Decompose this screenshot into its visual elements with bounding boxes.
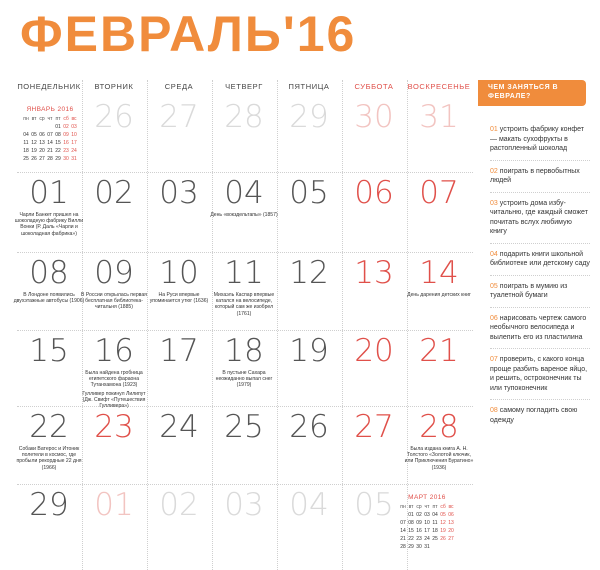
- idea-divider: [490, 243, 590, 244]
- idea-number: 08: [490, 407, 498, 414]
- day-event: [13, 446, 85, 473]
- day-number: 19: [289, 333, 329, 369]
- mini-day: 16: [416, 528, 422, 534]
- day-number: 27: [354, 409, 394, 445]
- idea-number: 04: [490, 250, 498, 258]
- idea-item: [490, 250, 590, 269]
- mini-day: 27: [39, 156, 45, 162]
- idea-number: 01: [490, 126, 498, 133]
- mini-day: [38, 123, 46, 131]
- mini-day: 16: [63, 140, 69, 146]
- mini-calendar-title: МАРТ 2016: [408, 494, 446, 501]
- weekday-1: ПОНЕДЕЛЬНИК: [17, 82, 81, 91]
- day-event: [13, 292, 85, 306]
- mini-day: 19: [440, 528, 446, 534]
- day-number: 12: [289, 255, 329, 291]
- day-number: 23: [94, 409, 134, 445]
- day-number: 17: [159, 333, 199, 369]
- mini-day: 06: [448, 512, 454, 518]
- mini-day: 13: [39, 140, 45, 146]
- day-number: 29: [29, 487, 69, 523]
- mini-weekday: вт: [408, 504, 414, 510]
- idea-divider: [490, 160, 590, 161]
- idea-item: [490, 355, 590, 393]
- idea-divider: [490, 275, 590, 276]
- grid-divider: [17, 484, 473, 485]
- mini-calendar-january: [18, 106, 82, 163]
- day-number: 30: [354, 99, 394, 135]
- mini-day: 20: [39, 148, 45, 154]
- event-text: Михаэль Каспар впервые катался на велосипеде, который сам же изобрел (1761): [213, 292, 275, 317]
- day-event: [78, 370, 150, 411]
- mini-day: 25: [432, 536, 438, 542]
- mini-day: 10: [71, 132, 77, 138]
- day-number: 28: [224, 99, 264, 135]
- mini-day: 18: [23, 148, 29, 154]
- mini-day: 28: [400, 544, 406, 550]
- mini-day: 22: [55, 148, 61, 154]
- mini-weekday: пн: [23, 116, 29, 122]
- idea-divider: [490, 192, 590, 193]
- mini-day: 31: [71, 156, 77, 162]
- day-number: 07: [419, 175, 459, 211]
- mini-calendar-table: [399, 503, 455, 551]
- day-number: 31: [419, 99, 459, 135]
- mini-day: 14: [400, 528, 406, 534]
- idea-number: 07: [490, 356, 498, 363]
- event-text: В России открылась первая бесплатная библиотека-читальня (1885): [81, 292, 147, 311]
- idea-text: устроить фабрику конфет — макать сухофрукты в растопленный шоколад: [490, 126, 584, 152]
- mini-day: 09: [63, 132, 69, 138]
- mini-day: 11: [432, 520, 438, 526]
- weekday-3: СРЕДА: [164, 82, 194, 91]
- mini-day: 30: [416, 544, 422, 550]
- event-text: В пустыне Сахара неожиданно выпал снег (1979): [215, 370, 273, 389]
- mini-day: 27: [448, 536, 454, 542]
- mini-day: 13: [448, 520, 454, 526]
- weekday-2: ВТОРНИК: [94, 82, 134, 91]
- mini-weekday: сб: [440, 504, 446, 510]
- day-number: 01: [94, 487, 134, 523]
- mini-weekday: пн: [400, 504, 406, 510]
- mini-day: 06: [39, 132, 45, 138]
- day-number: 05: [354, 487, 394, 523]
- mini-weekday: сб: [63, 116, 69, 122]
- day-number: 28: [419, 409, 459, 445]
- idea-item: [490, 406, 590, 425]
- mini-day: 17: [424, 528, 430, 534]
- weekday-7: ВОСКРЕСЕНЬЕ: [407, 82, 471, 91]
- mini-day: 07: [47, 132, 53, 138]
- idea-item: [490, 199, 590, 237]
- weekday-5: ПЯТНИЦА: [288, 82, 330, 91]
- mini-day: 26: [31, 156, 37, 162]
- idea-number: 02: [490, 167, 498, 175]
- idea-item: [490, 125, 590, 154]
- day-number: 05: [289, 175, 329, 211]
- mini-day: 20: [448, 528, 454, 534]
- weekday-6: СУББОТА: [354, 82, 394, 91]
- grid-divider: [17, 252, 473, 253]
- day-number: 10: [159, 255, 199, 291]
- mini-day: 29: [55, 156, 61, 162]
- day-number: 27: [159, 99, 199, 135]
- ideas-panel: [478, 80, 590, 570]
- mini-day: 12: [31, 140, 37, 146]
- mini-weekday: ср: [416, 504, 422, 510]
- mini-weekday: пт: [432, 504, 438, 510]
- mini-day: 04: [432, 512, 438, 518]
- day-number: 01: [29, 175, 69, 211]
- mini-day: 28: [47, 156, 53, 162]
- mini-day: 21: [47, 148, 53, 154]
- mini-calendar-title: ЯНВАРЬ 2016: [26, 106, 74, 113]
- day-number: 24: [159, 409, 199, 445]
- mini-day: 19: [31, 148, 37, 154]
- day-number: 04: [289, 487, 329, 523]
- day-number: 09: [94, 255, 134, 291]
- mini-weekday: чт: [47, 116, 53, 122]
- idea-item: [490, 314, 590, 343]
- day-number: 22: [29, 409, 69, 445]
- day-number: 26: [94, 99, 134, 135]
- mini-day: 05: [440, 512, 446, 518]
- day-event: [208, 292, 280, 319]
- day-number: 02: [159, 487, 199, 523]
- mini-day: [46, 123, 54, 131]
- day-number: 21: [419, 333, 459, 369]
- mini-day: 17: [71, 140, 77, 146]
- day-event: [208, 212, 280, 220]
- idea-divider: [490, 307, 590, 308]
- day-number: 20: [354, 333, 394, 369]
- mini-day: 26: [440, 536, 446, 542]
- idea-text: подарить книги школьной библиотеке или детскому саду: [490, 250, 590, 267]
- event-text: Гулливер покинул Лилипут (Дж. Свифт «Путешествия Гулливера»): [82, 390, 146, 410]
- idea-text: устроить дома избу-читальню, где каждый сможет почитать вслух любимую книгу: [490, 199, 588, 235]
- day-number: 18: [224, 333, 264, 369]
- idea-text: поиграть в мумию из туалетной бумаги: [490, 282, 568, 299]
- day-number: 03: [224, 487, 264, 523]
- mini-day: [30, 123, 38, 131]
- idea-divider: [490, 399, 590, 400]
- day-event: [143, 292, 215, 306]
- event-text: Собаки Ватерос и Итоник полетели в космос, где пробыли рекордные 22 дня (1966): [16, 446, 82, 471]
- ideas-heading: ЧЕМ ЗАНЯТЬСЯ В ФЕВРАЛЕ?: [478, 80, 586, 106]
- day-number: 29: [289, 99, 329, 135]
- mini-day: 15: [408, 528, 414, 534]
- mini-day: 08: [408, 520, 414, 526]
- event-text: День дарения детских книг: [407, 292, 471, 298]
- day-number: 03: [159, 175, 199, 211]
- day-number: 02: [94, 175, 134, 211]
- idea-text: нарисовать чертеж самого необычного велосипеда и вылепить его из пластилина: [490, 314, 587, 341]
- day-number: 25: [224, 409, 264, 445]
- calendar-title: ФЕВРАЛЬ'16: [20, 6, 357, 62]
- day-event: [403, 446, 475, 473]
- mini-day: 14: [47, 140, 53, 146]
- mini-day: 03: [71, 124, 77, 130]
- mini-day: 21: [400, 536, 406, 542]
- mini-weekday: вс: [448, 504, 454, 510]
- mini-weekday: ср: [39, 116, 45, 122]
- mini-day: 07: [400, 520, 406, 526]
- day-number: 06: [354, 175, 394, 211]
- mini-day: 12: [440, 520, 446, 526]
- mini-weekday: вт: [31, 116, 37, 122]
- day-number: 04: [224, 175, 264, 211]
- day-event: [13, 212, 85, 239]
- mini-day: 11: [23, 140, 29, 146]
- mini-day: [431, 543, 439, 551]
- mini-day: [439, 543, 447, 551]
- mini-day: 31: [424, 544, 430, 550]
- mini-day: 09: [416, 520, 422, 526]
- idea-number: 03: [490, 199, 498, 207]
- mini-day: 18: [432, 528, 438, 534]
- mini-weekday: вс: [71, 116, 77, 122]
- idea-text: самому погладить свою одежду: [490, 407, 578, 424]
- mini-day: 25: [23, 156, 29, 162]
- ideas-list: [490, 125, 590, 431]
- mini-weekday: чт: [424, 504, 430, 510]
- mini-day: 22: [408, 536, 414, 542]
- mini-day: 23: [416, 536, 422, 542]
- idea-divider: [490, 348, 590, 349]
- idea-text: поиграть в первобытных людей: [490, 167, 580, 184]
- weekday-4: ЧЕТВЕРГ: [225, 82, 263, 91]
- mini-day: 02: [416, 512, 422, 518]
- idea-item: [490, 167, 590, 186]
- mini-day: 30: [63, 156, 69, 162]
- mini-day: 23: [63, 148, 69, 154]
- event-text: На Руси впервые упоминается утюг (1636): [149, 292, 209, 305]
- mini-day: 05: [31, 132, 37, 138]
- mini-day: 24: [424, 536, 430, 542]
- mini-day: 08: [55, 132, 61, 138]
- event-text: День «вокздельтапы» (1857): [210, 212, 278, 218]
- event-text: Чарли Банкет пришел на шоколадную фабрику Вилли Вонки (Р. Даль «Чарли и шоколадная фабрика»): [14, 212, 84, 237]
- grid-divider: [17, 330, 473, 331]
- day-number: 13: [354, 255, 394, 291]
- idea-item: [490, 282, 590, 301]
- event-text: Была найдена гробница египетского фараона Тутанхамона (1923): [85, 370, 143, 389]
- day-event: [403, 292, 475, 300]
- event-text: В Лондоне появились двухэтажные автобусы (1906): [13, 292, 85, 305]
- mini-day: 29: [408, 544, 414, 550]
- day-number: 16: [94, 333, 134, 369]
- day-number: 26: [289, 409, 329, 445]
- mini-day: 15: [55, 140, 61, 146]
- mini-day: [22, 123, 30, 131]
- mini-day: 02: [63, 124, 69, 130]
- mini-calendar-table: [22, 115, 78, 163]
- mini-day: [447, 543, 455, 551]
- mini-day: 01: [408, 512, 414, 518]
- day-number: 14: [419, 255, 459, 291]
- mini-day: 03: [424, 512, 430, 518]
- idea-text: проверить, с какого конца проще разбить вареное яйцо, и решить, остроконечник ты или тупоконечник: [490, 356, 588, 392]
- event-text: Была издана книга А. Н. Толстого «Золотой ключик, или Приключения Буратино» (1936): [404, 446, 474, 471]
- idea-number: 05: [490, 282, 498, 290]
- mini-day: 10: [424, 520, 430, 526]
- day-number: 11: [224, 255, 264, 291]
- mini-day: 24: [71, 148, 77, 154]
- mini-day: 04: [23, 132, 29, 138]
- mini-weekday: пт: [55, 116, 61, 122]
- mini-day: 01: [55, 124, 61, 130]
- day-number: 15: [29, 333, 69, 369]
- day-event: [78, 292, 150, 313]
- day-event: [208, 370, 280, 391]
- grid-divider: [17, 172, 473, 173]
- idea-number: 06: [490, 314, 498, 322]
- day-number: 08: [29, 255, 69, 291]
